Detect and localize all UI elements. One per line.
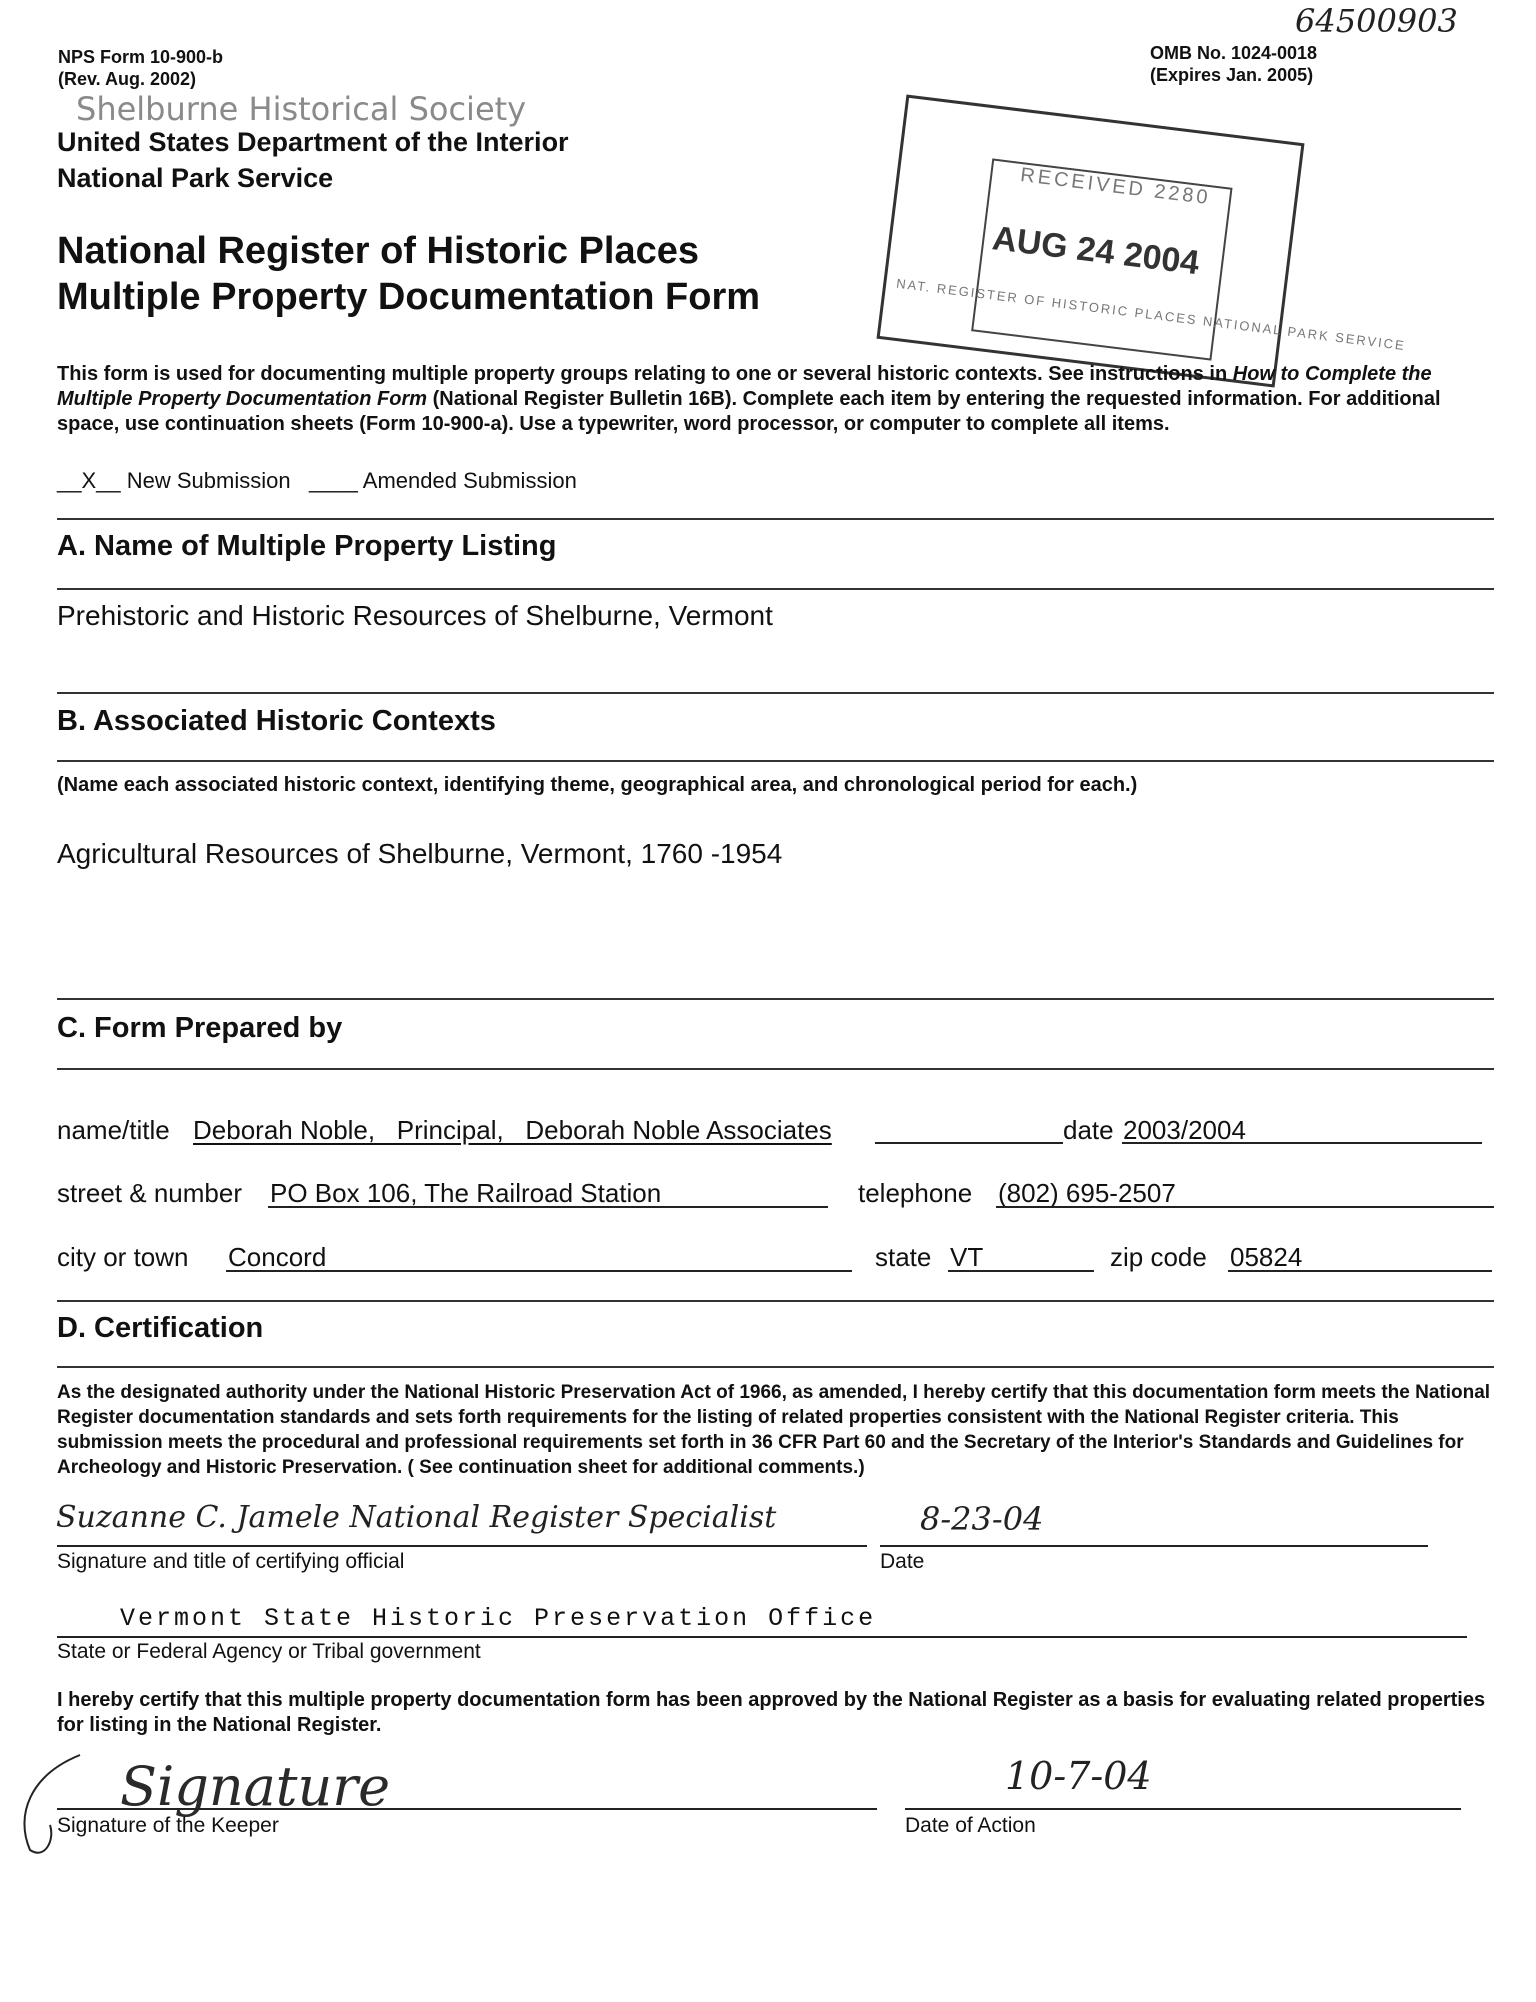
street-label: street & number: [57, 1178, 242, 1208]
agency-label: State or Federal Agency or Tribal government: [57, 1640, 481, 1663]
service-name: National Park Service: [57, 163, 334, 193]
keeper-signature-flourish: [10, 1745, 120, 1865]
rule-b-mid: [57, 760, 1494, 762]
section-c-heading: C. Form Prepared by: [57, 1012, 343, 1044]
certification-statement: As the designated authority under the National Historic Preservation Act of 1966, as amended, I hereby certify that this documentation form meets the National Register documentation standards and sets forth requirements for the listing of related properties consistent with the National Register criteria. This submission meets the procedural and professional requirements set forth in 36 CFR Part 60 and the Secretary of the Interior's Standards and Guidelines for Archeology and Historic Preservation. ( See continuation sheet for additional comments.): [57, 1382, 1491, 1478]
omb-expiration: (Expires Jan. 2005): [1150, 65, 1314, 85]
state-value: VT: [950, 1242, 984, 1272]
section-b-heading: B. Associated Historic Contexts: [57, 705, 496, 737]
rule-d-top: [57, 1300, 1494, 1302]
form-revision: (Rev. Aug. 2002): [58, 69, 197, 89]
keeper-line: [57, 1808, 877, 1810]
keeper-label: Signature of the Keeper: [57, 1814, 279, 1837]
agency-line: [57, 1636, 1467, 1638]
received-stamp: [877, 94, 1407, 387]
zip-line: [1228, 1270, 1492, 1272]
certifying-signature: Suzanne C. Jamele National Register Specialist: [56, 1500, 777, 1535]
rule-c-mid: [57, 1068, 1494, 1070]
multiple-property-name: Prehistoric and Historic Resources of Shelburne, Vermont: [57, 600, 773, 631]
new-submission-label: New Submission: [126, 468, 291, 493]
state-label: state: [875, 1242, 932, 1272]
form-title-line1: National Register of Historic Places: [57, 230, 699, 272]
agency-value: Vermont State Historic Preservation Office: [120, 1604, 877, 1633]
action-date-line: [905, 1808, 1461, 1810]
new-submission-mark[interactable]: __X__: [57, 468, 121, 493]
amended-submission-mark[interactable]: ____: [308, 468, 358, 493]
stamp-date: AUG 24 2004: [990, 219, 1202, 283]
department-name: United States Department of the Interior: [57, 127, 569, 157]
date1-line: [880, 1545, 1428, 1547]
rule-b-top: [57, 692, 1494, 694]
name-title-value: Deborah Noble, Principal, Deborah Noble Associates: [193, 1115, 832, 1145]
approval-statement: I hereby certify that this multiple property documentation form has been approved by the National Register as a basis for evaluating related properties for listing in the National Register.: [57, 1689, 1486, 1736]
action-date: 10-7-04: [1005, 1754, 1152, 1798]
street-value: PO Box 106, The Railroad Station: [270, 1178, 662, 1208]
signature1-label: Signature and title of certifying official: [57, 1550, 405, 1573]
telephone-line: [996, 1206, 1494, 1208]
rule-a-top: [57, 518, 1494, 520]
form-title-line2: Multiple Property Documentation Form: [57, 276, 761, 318]
state-line: [948, 1270, 1094, 1272]
reference-number: 64500903: [1295, 2, 1458, 40]
rule-d-mid: [57, 1366, 1494, 1368]
certification-date: 8-23-04: [920, 1500, 1044, 1538]
instructions-part1: This form is used for documenting multiple property groups relating to one or several historic contexts. See instructions in: [57, 363, 1233, 385]
historic-context: Agricultural Resources of Shelburne, Vermont, 1760 -1954: [57, 838, 783, 869]
amended-submission-label: Amended Submission: [362, 468, 577, 493]
watermark: Shelburne Historical Society: [76, 90, 527, 128]
zip-label: zip code: [1110, 1242, 1207, 1272]
city-value: Concord: [228, 1242, 327, 1272]
form-number: NPS Form 10-900-b: [58, 47, 224, 67]
telephone-label: telephone: [858, 1178, 973, 1208]
rule-a-mid: [57, 588, 1494, 590]
keeper-signature: Signature: [120, 1755, 391, 1818]
city-label: city or town: [57, 1242, 189, 1272]
date-value: 2003/2004: [1123, 1115, 1246, 1145]
action-date-label: Date of Action: [905, 1814, 1036, 1837]
section-d-heading: D. Certification: [57, 1312, 264, 1344]
zip-value: 05824: [1230, 1242, 1303, 1272]
instructions-part2: (National Register Bulletin 16B). Complete each item by entering the requested information. For additional space, use continuation sheets (Form 10-900-a). Use a typewriter, word processor, or computer to complete all items.: [57, 388, 1441, 435]
instructions: [57, 362, 1497, 437]
name-title-line: [875, 1142, 1063, 1144]
submission-type: [57, 468, 577, 494]
omb-number: OMB No. 1024-0018: [1150, 43, 1318, 63]
street-line: [268, 1206, 828, 1208]
section-b-note: (Name each associated historic context, identifying theme, geographical area, and chronological period for each.): [57, 774, 1138, 796]
date-line: [1122, 1142, 1482, 1144]
instructions-italic: How to Complete the Multiple Property Documentation Form: [57, 363, 1432, 410]
telephone-value: (802) 695-2507: [998, 1178, 1176, 1208]
signature1-line: [57, 1545, 867, 1547]
city-line: [226, 1270, 852, 1272]
name-title-label: name/title: [57, 1115, 170, 1145]
stamp-agency: NAT. REGISTER OF HISTORIC PLACES NATIONAL PARK SERVICE: [895, 275, 1407, 354]
date-label: date: [1063, 1115, 1114, 1145]
date1-label: Date: [880, 1550, 925, 1573]
rule-c-top: [57, 998, 1494, 1000]
stamp-received-text: RECEIVED 2280: [1019, 164, 1212, 210]
section-a-heading: A. Name of Multiple Property Listing: [57, 530, 557, 562]
